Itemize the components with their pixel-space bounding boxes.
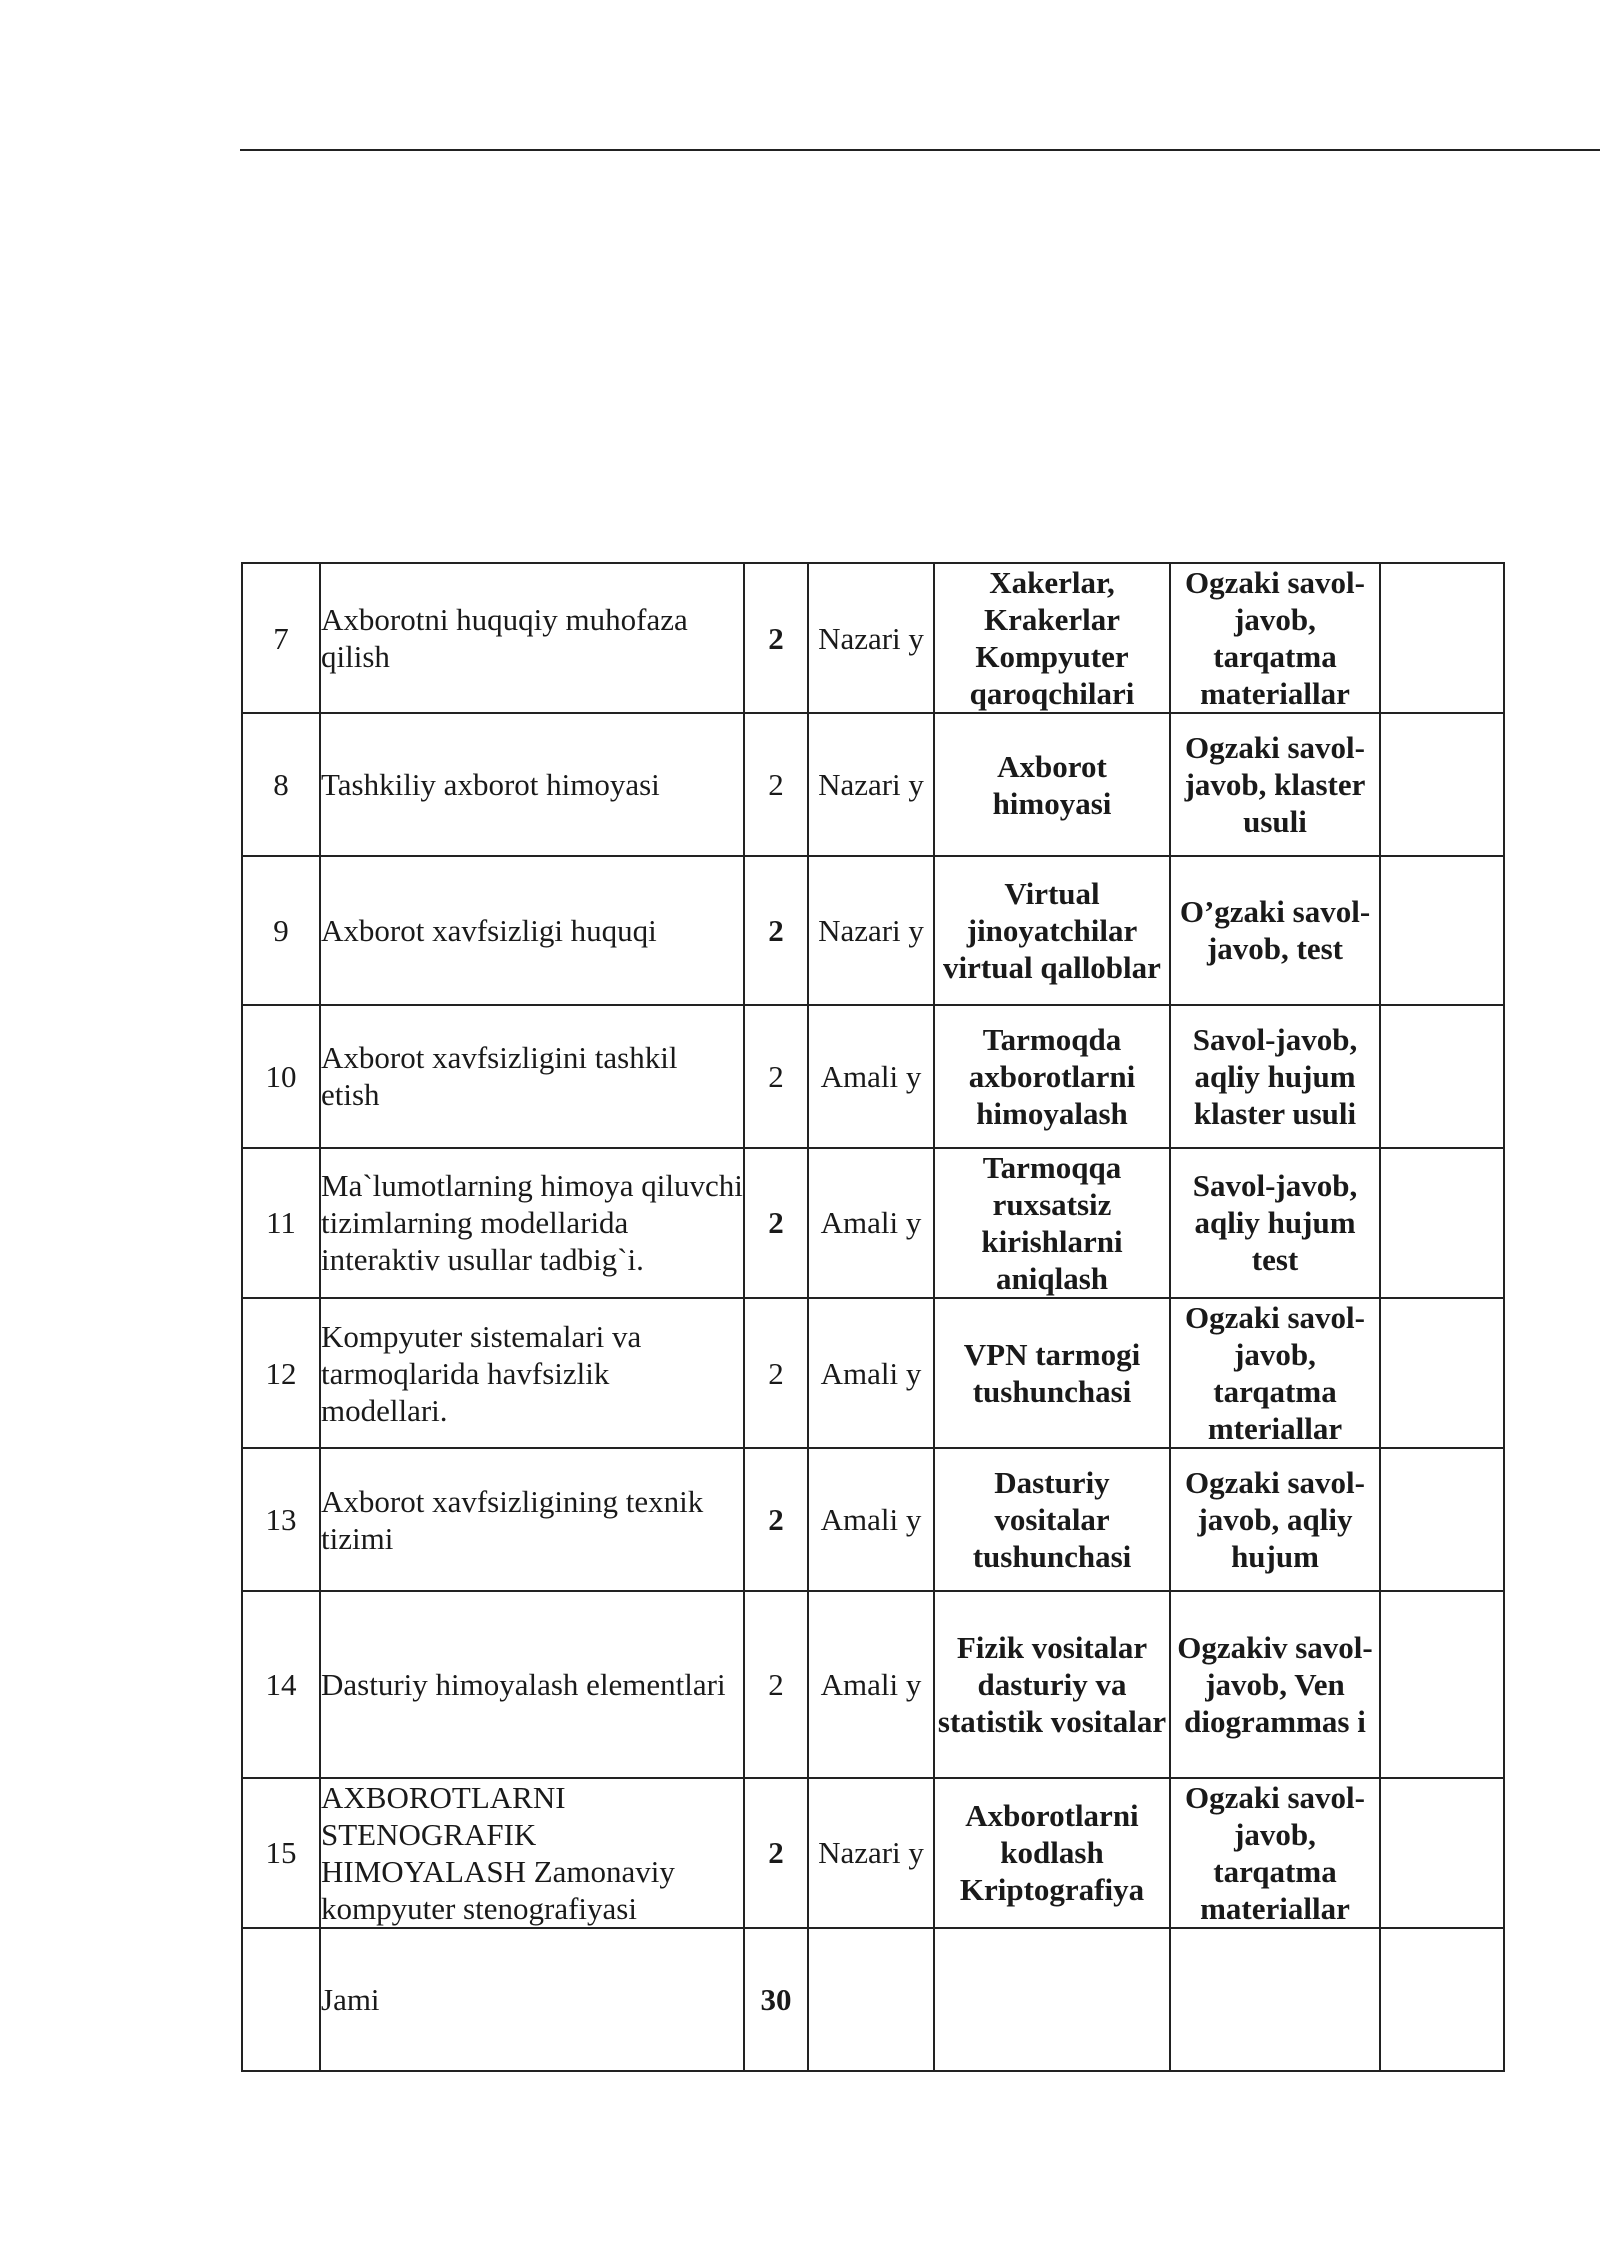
hours-cell: 2 [744,1298,808,1448]
empty-cell [1380,1448,1504,1591]
lesson-type-cell: Nazari y [808,856,934,1004]
lesson-type-cell: Nazari y [808,563,934,713]
empty-cell [1380,1928,1504,2071]
table-row [242,713,1504,856]
key-concepts-cell: Tarmoqda axborotlarni himoyalash [934,1005,1170,1148]
empty-cell [1380,1298,1504,1448]
lesson-type-cell: Amali y [808,1148,934,1298]
row-number: 15 [242,1778,320,1928]
topic-cell: Dasturiy himoyalash elementlari [320,1591,744,1777]
hours-cell: 2 [744,1778,808,1928]
key-concepts-cell: Tarmoqqa ruxsatsiz kirishlarni aniqlash [934,1148,1170,1298]
key-concepts-cell: Axborotlarni kodlash Kriptografiya [934,1778,1170,1928]
hours-cell: 2 [744,856,808,1004]
topic-cell: Tashkiliy axborot himoyasi [320,713,744,856]
header-rule [240,149,1600,151]
table-row [242,1298,1504,1448]
method-cell: Ogzaki savol-javob, tarqatma materiallar [1170,1778,1380,1928]
empty-cell [808,1928,934,2071]
empty-cell [1380,1005,1504,1148]
hours-cell: 2 [744,1591,808,1777]
lesson-type-cell: Amali y [808,1298,934,1448]
row-number: 7 [242,563,320,713]
lesson-type-cell: Amali y [808,1005,934,1148]
method-cell: Savol-javob, aqliy hujum klaster usuli [1170,1005,1380,1148]
hours-cell: 2 [744,563,808,713]
lesson-type-cell: Nazari y [808,713,934,856]
empty-cell [1380,713,1504,856]
empty-cell [1380,1591,1504,1777]
lesson-type-cell: Amali y [808,1448,934,1591]
row-number: 12 [242,1298,320,1448]
topic-cell: Ma`lumotlarning himoya qiluvchi tizimlarning modellarida interaktiv usullar tadbig`i. [320,1148,744,1298]
method-cell: O’gzaki savol-javob, test [1170,856,1380,1004]
row-number: 9 [242,856,320,1004]
table-row [242,1448,1504,1591]
total-label: Jami [320,1928,744,2071]
row-number: 10 [242,1005,320,1148]
method-cell: Ogzaki savol-javob, aqliy hujum [1170,1448,1380,1591]
table-row [242,1778,1504,1928]
lesson-plan-table [241,562,1505,2072]
topic-cell: Axborotni huquqiy muhofaza qilish [320,563,744,713]
total-hours: 30 [744,1928,808,2071]
table-row [242,1148,1504,1298]
row-number: 8 [242,713,320,856]
row-number: 14 [242,1591,320,1777]
topic-cell: Axborot xavfsizligi huquqi [320,856,744,1004]
hours-cell: 2 [744,1448,808,1591]
empty-cell [1170,1928,1380,2071]
method-cell: Savol-javob, aqliy hujum test [1170,1148,1380,1298]
empty-cell [1380,1148,1504,1298]
method-cell: Ogzaki savol-javob, tarqatma materiallar [1170,563,1380,713]
hours-cell: 2 [744,1005,808,1148]
lesson-type-cell: Nazari y [808,1778,934,1928]
table-row [242,563,1504,713]
hours-cell: 2 [744,1148,808,1298]
table-row [242,1591,1504,1777]
method-cell: Ogzaki savol-javob, tarqatma mteriallar [1170,1298,1380,1448]
method-cell: Ogzaki savol-javob, klaster usuli [1170,713,1380,856]
hours-cell: 2 [744,713,808,856]
key-concepts-cell: VPN tarmogi tushunchasi [934,1298,1170,1448]
key-concepts-cell: Axborot himoyasi [934,713,1170,856]
topic-cell: Kompyuter sistemalari va tarmoqlarida havfsizlik modellari. [320,1298,744,1448]
key-concepts-cell: Dasturiy vositalar tushunchasi [934,1448,1170,1591]
key-concepts-cell: Fizik vositalar dasturiy va statistik vositalar [934,1591,1170,1777]
key-concepts-cell: Xakerlar, Krakerlar Kompyuter qaroqchilari [934,563,1170,713]
topic-cell: AXBOROTLARNI STENOGRAFIK HIMOYALASH Zamonaviy kompyuter stenografiyasi [320,1778,744,1928]
empty-cell [934,1928,1170,2071]
empty-cell [1380,856,1504,1004]
empty-cell [1380,1778,1504,1928]
table-row [242,856,1504,1004]
key-concepts-cell: Virtual jinoyatchilar virtual qalloblar [934,856,1170,1004]
method-cell: Ogzakiv savol-javob, Ven diogrammas i [1170,1591,1380,1777]
table-body [242,563,1504,2071]
topic-cell: Axborot xavfsizligini tashkil etish [320,1005,744,1148]
row-number: 11 [242,1148,320,1298]
table-row [242,1005,1504,1148]
row-number: 13 [242,1448,320,1591]
empty-cell [1380,563,1504,713]
lesson-type-cell: Amali y [808,1591,934,1777]
topic-cell: Axborot xavfsizligining texnik tizimi [320,1448,744,1591]
empty-cell [242,1928,320,2071]
total-row [242,1928,1504,2071]
